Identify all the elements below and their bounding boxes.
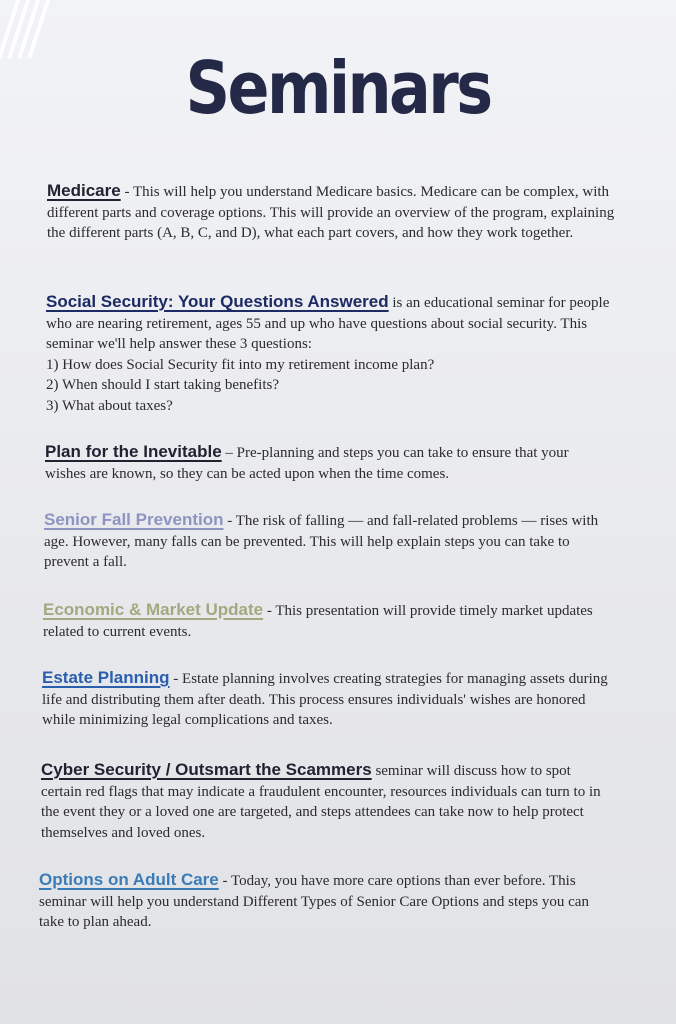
question-item: 3) What about taxes? [46,397,173,414]
seminar-description: This will help you understand Medicare basics. Medicare can be complex, with different parts and coverage options. This will provide an overview of the program, explaining the different parts (A, B, C, and D), what each part covers, and how they work together. [47,184,615,241]
seminar-description: This presentation will provide timely market updates related to current events. [43,603,593,640]
seminar-economic-market-update [43,600,615,642]
seminar-cyber-security [41,760,611,843]
question-list [46,355,618,417]
seminar-options-on-adult-care [39,870,611,933]
heading-separator: - [169,671,183,687]
seminar-description: is an educational seminar for people who are nearing retirement, ages 55 and up who have questions about social security. This seminar we'll help answer these 3 questions: [46,295,610,352]
seminar-heading: Social Security: Your Questions Answered [46,292,389,311]
seminar-heading: Senior Fall Prevention [44,510,224,529]
seminar-heading: Options on Adult Care [39,870,219,889]
seminar-heading: Economic & Market Update [43,600,264,619]
seminar-heading: Plan for the Inevitable [45,442,222,461]
page-title: Seminars [185,46,491,130]
seminar-senior-fall-prevention [44,510,616,573]
question-item: 2) When should I start taking benefits? [46,377,279,393]
heading-separator: - [223,513,236,529]
heading-separator: – [221,445,237,461]
heading-separator: - [263,603,276,619]
seminar-description: Estate planning involves creating strategies for managing assets during life and distributing them after death. This process ensures individuals' wishes are honored while minimizing legal complications and taxes. [42,671,608,728]
seminar-description: seminar will discuss how to spot certain red flags that may indicate a fraudulent encounter, resources individuals can turn to in the event they or a loved one are targeted, and steps attendees can take now to help protect themselves and loved ones. [41,763,601,841]
question-item: 1) How does Social Security fit into my retirement income plan? [46,356,435,373]
seminar-heading: Medicare [47,181,121,200]
seminar-social-security [46,292,618,416]
seminar-medicare [47,181,619,244]
seminar-description: Pre-planning and steps you can take to ensure that your wishes are known, so they can be acted upon when the time comes. [45,445,569,482]
seminar-description: The risk of falling — and fall-related problems — rises with age. However, many falls can be prevented. This will help explain steps you can take to prevent a fall. [44,513,599,570]
seminar-description: Today, you have more care options than ever before. This seminar will help you understand Different Types of Senior Care Options and steps you can take to plan ahead. [39,873,589,930]
heading-separator: - [218,873,231,889]
seminar-plan-for-the-inevitable [45,442,613,484]
seminar-heading: Cyber Security / Outsmart the Scammers [41,760,372,779]
heading-separator: - [120,184,133,200]
seminar-estate-planning [42,668,614,731]
seminar-heading: Estate Planning [42,668,170,687]
